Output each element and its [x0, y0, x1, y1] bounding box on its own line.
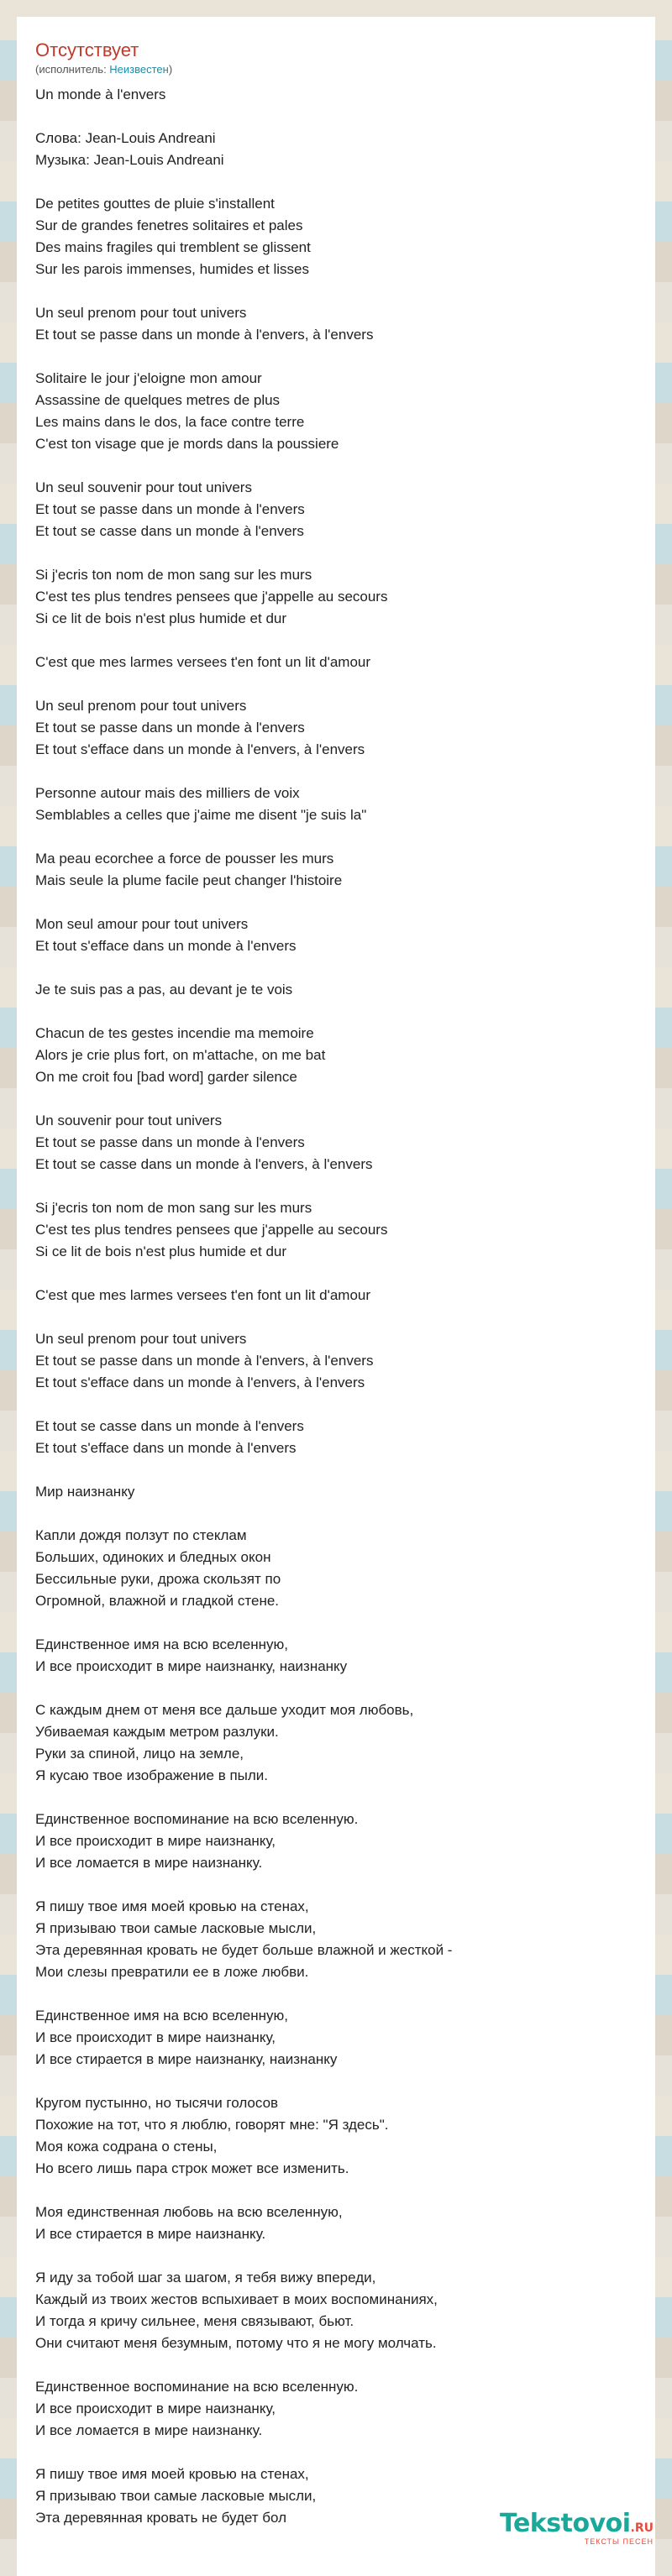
artist-line [35, 62, 655, 77]
site-logo[interactable] [477, 2509, 654, 2559]
logo-brand: Tekstovoi [499, 2509, 631, 2538]
logo-tagline: ТЕКСТЫ ПЕСЕН [584, 2537, 654, 2546]
logo-tld: .RU [630, 2521, 654, 2535]
lyrics-card [17, 17, 655, 2576]
lyrics-text: Un monde à l'envers Слова: Jean-Louis Andreani Музыка: Jean-Louis Andreani De petites gouttes de pluie s'installent Sur de grandes fenetres solitaires et pales Des mains fragiles qui tremblent se glissent Sur les parois immenses, humides et lisses Un seul prenom pour tout univers Et tout se passe dans un monde à l'envers, à l'envers Solitaire le jour j'eloigne mon amour Assassine de quelques metres de plus Les mains dans le dos, la face contre terre C'est ton visage que je mords dans la poussiere Un seul souvenir pour tout univers Et tout se passe dans un monde à l'envers Et tout se casse dans un monde à l'envers Si j'ecris ton nom de mon sang sur les murs C'est tes plus tendres pensees que j'appelle au secours Si ce lit de bois n'est plus humide et dur C'est que mes larmes versees t'en font un lit d'amour Un seul prenom pour tout univers Et tout se passe dans un monde à l'envers Et tout s'efface dans un monde à l'envers, à l'envers Personne autour mais des milliers de voix Semblables a celles que j'aime me disent "je suis la" Ma peau ecorchee a force de pousser les murs Mais seule la plume facile peut changer l'histoire Mon seul amour pour tout univers Et tout s'efface dans un monde à l'envers Je te suis pas a pas, au devant je te vois Chacun de tes gestes incendie ma memoire Alors je crie plus fort, on m'attache, on me bat On me croit fou [bad word] garder silence Un souvenir pour tout univers Et tout se passe dans un monde à l'envers Et tout se casse dans un monde à l'envers, à l'envers Si j'ecris ton nom de mon sang sur les murs C'est tes plus tendres pensees que j'appelle au secours Si ce lit de bois n'est plus humide et dur C'est que mes larmes versees t'en font un lit d'amour Un seul prenom pour tout univers Et tout se passe dans un monde à l'envers, à l'envers Et tout s'efface dans un monde à l'envers, à l'envers Et tout se casse dans un monde à l'envers Et tout s'efface dans un monde à l'envers Мир наизнанку Капли дождя ползут по стеклам Больших, одиноких и бледных окон Бессильные руки, дрожа скользят по Огромной, влажной и гладкой стене. Единственное имя на всю вселенную, И все происходит в мире наизнанку, наизнанку С каждым днем от меня все дальше уходит моя любовь, Убиваемая каждым метром разлуки. Руки за спиной, лицо на земле, Я кусаю твое изображение в пыли. Единственное воспоминание на всю вселенную. И все происходит в мире наизнанку, И все ломается в мире наизнанку. Я пишу твое имя моей кровью на стенах, Я призываю твои самые ласковые мысли, Эта деревянная кровать не будет больше влажной и жесткой - Мои слезы превратили ее в ложе любви. Единственное имя на всю вселенную, И все происходит в мире наизнанку, И все стирается в мире наизнанку, наизнанку Кругом пустынно, но тысячи голосов Похожие на тот, что я люблю, говорят мне: "Я здесь". Моя кожа содрана о стены, Но всего лишь пара строк может все изменить. Моя единственная любовь на всю вселенную, И все стирается в мире наизнанку. Я иду за тобой шаг за шагом, я тебя вижу впереди, Каждый из твоих жестов вспыхивает в моих воспоминаниях, И тогда я кричу сильнее, меня связывают, бьют. Они считают меня безумным, потому что я не могу молчать. Единственное воспоминание на всю вселенную. И все происходит в мире наизнанку, И все ломается в мире наизнанку. Я пишу твое имя моей кровью на стенах, Я призываю твои самые ласковые мысли, Эта деревянная кровать не будет бол [35, 86, 453, 2526]
artist-suffix: ) [168, 63, 173, 76]
artist-link[interactable]: Неизвестен [109, 63, 169, 76]
song-title: Отсутствует [35, 39, 139, 60]
artist-prefix: (исполнитель: [35, 63, 110, 76]
